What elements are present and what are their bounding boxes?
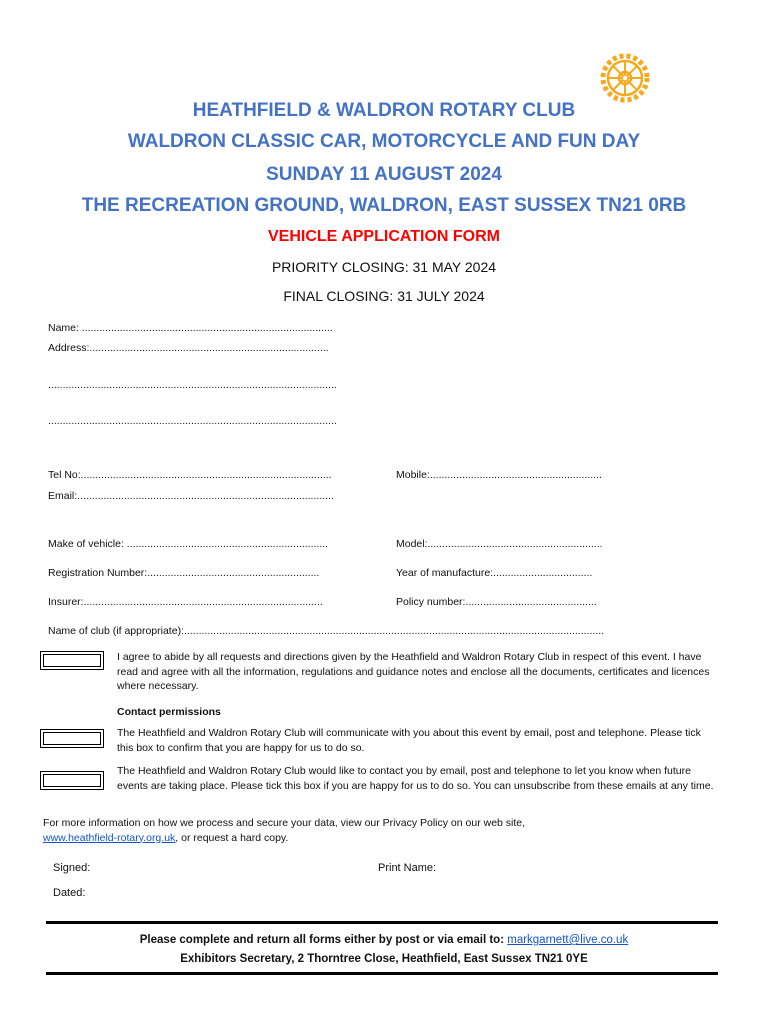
- agreement-text: I agree to abide by all requests and directions given by the Heathfield and Waldron Rotary Club in respect of this event. I have read and agree with all the information, regulations and guidance notes and enclose all the documents, certificates and licences where necessary.: [117, 651, 710, 692]
- priority-closing-date: PRIORITY CLOSING: 31 MAY 2024: [271, 259, 497, 275]
- future-comms-checkbox[interactable]: [40, 771, 104, 790]
- signed-label: Signed:: [53, 862, 91, 874]
- insurer-field[interactable]: Insurer:..................................................................................: [48, 596, 323, 608]
- print-name-label: Print Name:: [378, 862, 437, 874]
- event-comms-checkbox[interactable]: [40, 729, 104, 748]
- dated-label: Dated:: [53, 887, 86, 899]
- email-field[interactable]: Email:........................................................................................: [48, 490, 334, 502]
- policy-number-field[interactable]: Policy number:.............................................: [396, 596, 597, 608]
- tel-field[interactable]: Tel No:......................................................................................: [48, 469, 332, 481]
- address-line-3-field[interactable]: ...................................................................................................: [48, 415, 337, 427]
- event-comms-text: The Heathfield and Waldron Rotary Club will communicate with you about this event by email, post and telephone. Please tick this box to confirm that you are happy for us to do so.: [117, 727, 701, 754]
- footer-bottom-rule: [46, 972, 718, 975]
- year-of-manufacture-field[interactable]: Year of manufacture:..................................: [396, 567, 593, 579]
- return-instructions: [0, 934, 768, 946]
- privacy-text: For more information on how we process and secure your data, view our Privacy Policy on our web site,: [43, 817, 526, 829]
- address-field[interactable]: Address:..................................................................................: [48, 342, 329, 354]
- secretary-email-link[interactable]: markgarnett@live.co.uk: [507, 934, 629, 946]
- agreement-checkbox[interactable]: [40, 651, 104, 670]
- contact-permissions-heading: Contact permissions: [117, 706, 221, 718]
- mobile-field[interactable]: Mobile:...........................................................: [396, 469, 602, 481]
- name-field[interactable]: Name: ......................................................................................: [48, 322, 333, 334]
- footer-top-rule: [46, 921, 718, 924]
- vehicle-model-field[interactable]: Model:............................................................: [396, 538, 603, 550]
- return-text: Please complete and return all forms either by post or via email to:: [139, 934, 508, 946]
- secretary-address: Exhibitors Secretary, 2 Thorntree Close, Heathfield, East Sussex TN21 0YE: [180, 953, 588, 965]
- rotary-wheel-icon: [597, 50, 653, 106]
- privacy-paragraph: [43, 816, 703, 845]
- club-name-heading: HEATHFIELD & WALDRON ROTARY CLUB: [192, 100, 576, 121]
- event-date-heading: SUNDAY 11 AUGUST 2024: [266, 164, 502, 185]
- registration-number-field[interactable]: Registration Number:...........................................................: [48, 567, 320, 579]
- club-name-field[interactable]: Name of club (if appropriate):................................................................................................................................................: [48, 625, 605, 637]
- event-name-heading: WALDRON CLASSIC CAR, MOTORCYCLE AND FUN DAY: [127, 131, 641, 152]
- address-line-2-field[interactable]: ...................................................................................................: [48, 379, 337, 391]
- form-title: VEHICLE APPLICATION FORM: [268, 228, 500, 245]
- future-comms-text: The Heathfield and Waldron Rotary Club would like to contact you by email, post and telephone to let you know when future events are taking place. Please tick this box if you are happy for us to do so. You can unsubscribe from these emails at any time.: [117, 765, 714, 792]
- event-venue-heading: THE RECREATION GROUND, WALDRON, EAST SUSSEX TN21 0RB: [81, 195, 687, 216]
- vehicle-make-field[interactable]: Make of vehicle: .....................................................................: [48, 538, 329, 550]
- privacy-suffix: , or request a hard copy.: [175, 831, 289, 844]
- website-link[interactable]: www.heathfield-rotary.org.uk: [43, 831, 176, 844]
- final-closing-date: FINAL CLOSING: 31 JULY 2024: [283, 288, 485, 304]
